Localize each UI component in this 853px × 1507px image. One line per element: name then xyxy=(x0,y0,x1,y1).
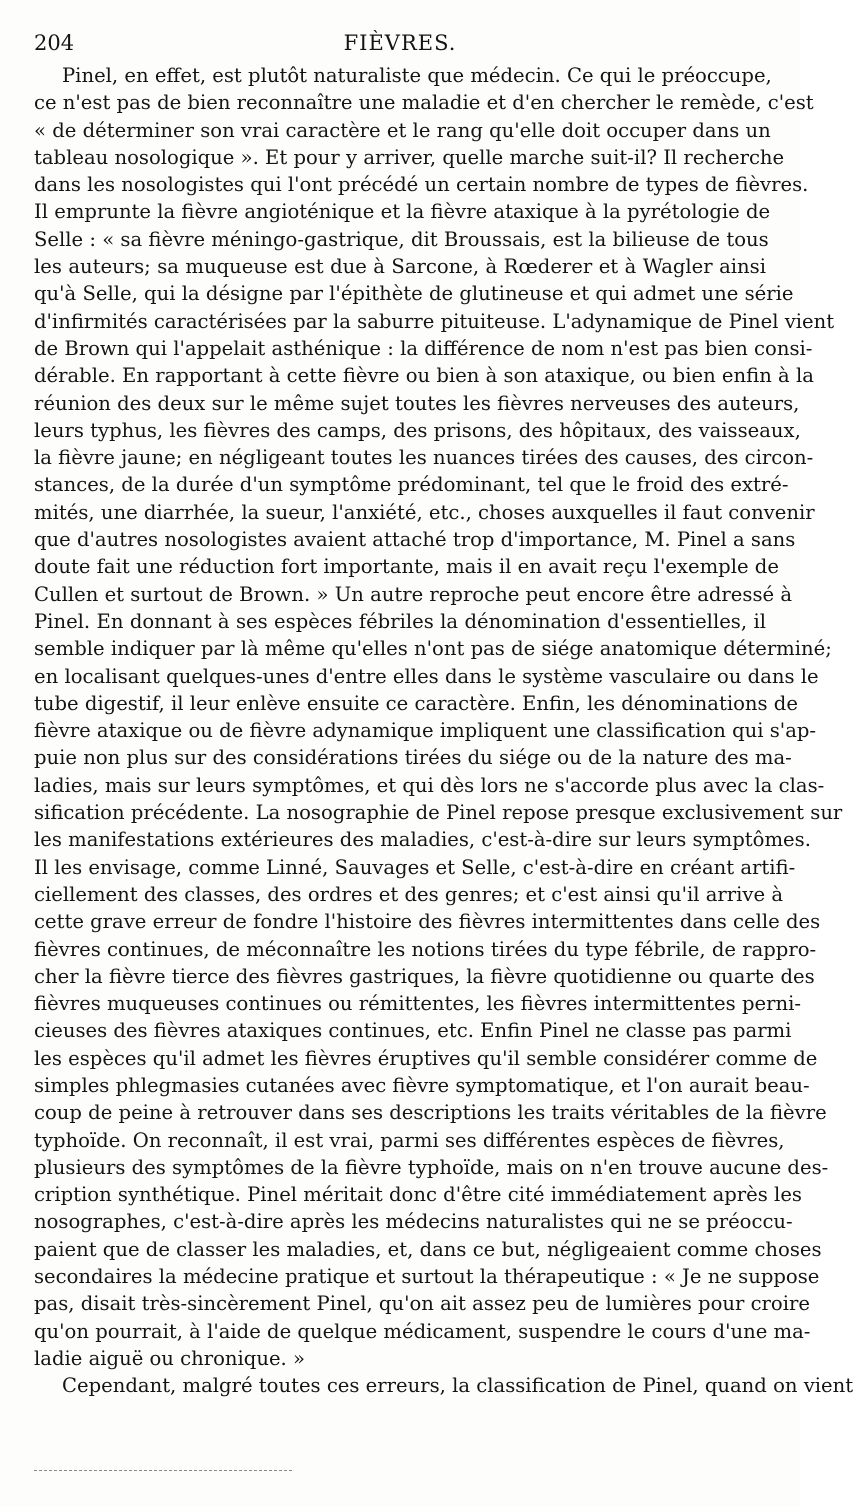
text-line: les manifestations extérieures des maladies, c'est-à-dire sur leurs symptômes. xyxy=(34,828,811,852)
text-line: cher la fièvre tierce des fièvres gastriques, la fièvre quotidienne ou quarte des xyxy=(34,964,815,988)
text-line: Selle : « sa fièvre méningo-gastrique, dit Broussais, est la bilieuse de tous xyxy=(34,227,769,251)
body-text xyxy=(34,62,853,1400)
text-line: de Brown qui l'appelait asthénique : la différence de nom n'est pas bien consi- xyxy=(34,336,813,360)
text-line: en localisant quelques-unes d'entre elles dans le système vasculaire ou dans le xyxy=(34,664,819,688)
text-line: dérable. En rapportant à cette fièvre ou bien à son ataxique, ou bien enfin à la xyxy=(34,364,814,388)
text-line: plusieurs des symptômes de la fièvre typhoïde, mais on n'en trouve aucune des- xyxy=(34,1155,829,1179)
text-line: d'infirmités caractérisées par la saburre pituiteuse. L'adynamique de Pinel vient xyxy=(34,309,835,333)
text-line: qu'à Selle, qui la désigne par l'épithète de glutineuse et qui admet une série xyxy=(34,282,794,306)
text-line: secondaires la médecine pratique et surtout la thérapeutique : « Je ne suppose xyxy=(34,1265,820,1289)
text-line: mités, une diarrhée, la sueur, l'anxiété, etc., choses auxquelles il faut convenir xyxy=(34,500,815,524)
text-line: leurs typhus, les fièvres des camps, des prisons, des hôpitaux, des vaisseaux, xyxy=(34,418,801,442)
text-line: coup de peine à retrouver dans ses descriptions les traits véritables de la fièvre xyxy=(34,1101,827,1125)
text-line: Il les envisage, comme Linné, Sauvages et Selle, c'est-à-dire en créant artifi- xyxy=(34,855,796,879)
page-number: 204 xyxy=(34,31,75,55)
text-line: Il emprunte la fièvre angioténique et la fièvre ataxique à la pyrétologie de xyxy=(34,200,771,224)
text-line: typhoïde. On reconnaît, il est vrai, parmi ses différentes espèces de fièvres, xyxy=(34,1128,785,1152)
text-line: tube digestif, il leur enlève ensuite ce caractère. Enfin, les dénominations de xyxy=(34,691,798,715)
text-line: dans les nosologistes qui l'ont précédé un certain nombre de types de fièvres. xyxy=(34,173,809,197)
text-line: ladies, mais sur leurs symptômes, et qui dès lors ne s'accorde plus avec la clas- xyxy=(34,773,825,797)
running-title: FIÈVRES. xyxy=(343,31,457,55)
text-line: fièvre ataxique ou de fièvre adynamique impliquent une classification qui s'ap- xyxy=(34,719,817,743)
text-line: Pinel. En donnant à ses espèces fébriles la dénomination d'essentielles, il xyxy=(34,609,766,633)
text-line: stances, de la durée d'un symptôme prédominant, tel que le froid des extré- xyxy=(34,473,789,497)
text-line: cieuses des fièvres ataxiques continues, etc. Enfin Pinel ne classe pas parmi xyxy=(34,1019,792,1043)
text-line: les auteurs; sa muqueuse est due à Sarcone, à Rœderer et à Wagler ainsi xyxy=(34,255,766,279)
text-line: doute fait une réduction fort importante, mais il en avait reçu l'exemple de xyxy=(34,555,779,579)
text-line: que d'autres nosologistes avaient attaché trop d'importance, M. Pinel a sans xyxy=(34,528,796,552)
text-line: ce n'est pas de bien reconnaître une maladie et d'en chercher le remède, c'est xyxy=(34,91,814,115)
text-line: fièvres continues, de méconnaître les notions tirées du type fébrile, de rappro- xyxy=(34,937,817,961)
text-line: sification précédente. La nosographie de Pinel repose presque exclusivement sur xyxy=(34,801,843,825)
text-line: Pinel, en effet, est plutôt naturaliste que médecin. Ce qui le préoccupe, xyxy=(62,64,772,87)
text-line: semble indiquer par là même qu'elles n'ont pas de siége anatomique déterminé; xyxy=(34,637,832,661)
text-line: nosographes, c'est-à-dire après les médecins naturalistes qui ne se préoccu- xyxy=(34,1210,793,1234)
text-line: qu'on pourrait, à l'aide de quelque médicament, suspendre le cours d'une ma- xyxy=(34,1319,811,1343)
footer-rule xyxy=(34,1470,292,1471)
text-line: Cullen et surtout de Brown. » Un autre reproche peut encore être adressé à xyxy=(34,582,793,606)
text-line: ciellement des classes, des ordres et des genres; et c'est ainsi qu'il arrive à xyxy=(34,882,784,906)
text-line: fièvres muqueuses continues ou rémittentes, les fièvres intermittentes perni- xyxy=(34,992,801,1016)
text-line: simples phlegmasies cutanées avec fièvre symptomatique, et l'on aurait beau- xyxy=(34,1073,810,1097)
text-line: la fièvre jaune; en négligeant toutes les nuances tirées des causes, des circon- xyxy=(34,446,814,470)
text-line: cette grave erreur de fondre l'histoire des fièvres intermittentes dans celle des xyxy=(34,910,821,934)
page-header xyxy=(34,30,766,56)
text-line: ladie aiguë ou chronique. » xyxy=(34,1346,306,1370)
text-line: Cependant, malgré toutes ces erreurs, la classification de Pinel, quand on vient xyxy=(62,1374,853,1398)
text-line: les espèces qu'il admet les fièvres éruptives qu'il semble considérer comme de xyxy=(34,1046,818,1070)
text-line: « de déterminer son vrai caractère et le rang qu'elle doit occuper dans un xyxy=(34,118,771,142)
text-line: tableau nosologique ». Et pour y arriver, quelle marche suit-il? Il recherche xyxy=(34,145,785,169)
text-line: paient que de classer les maladies, et, dans ce but, négligeaient comme choses xyxy=(34,1237,822,1261)
text-line: pas, disait très-sincèrement Pinel, qu'on ait assez peu de lumières pour croire xyxy=(34,1292,810,1316)
text-line: cription synthétique. Pinel méritait donc d'être cité immédiatement après les xyxy=(34,1183,802,1207)
text-line: puie non plus sur des considérations tirées du siége ou de la nature des ma- xyxy=(34,746,792,770)
text-line: réunion des deux sur le même sujet toutes les fièvres nerveuses des auteurs, xyxy=(34,391,800,415)
